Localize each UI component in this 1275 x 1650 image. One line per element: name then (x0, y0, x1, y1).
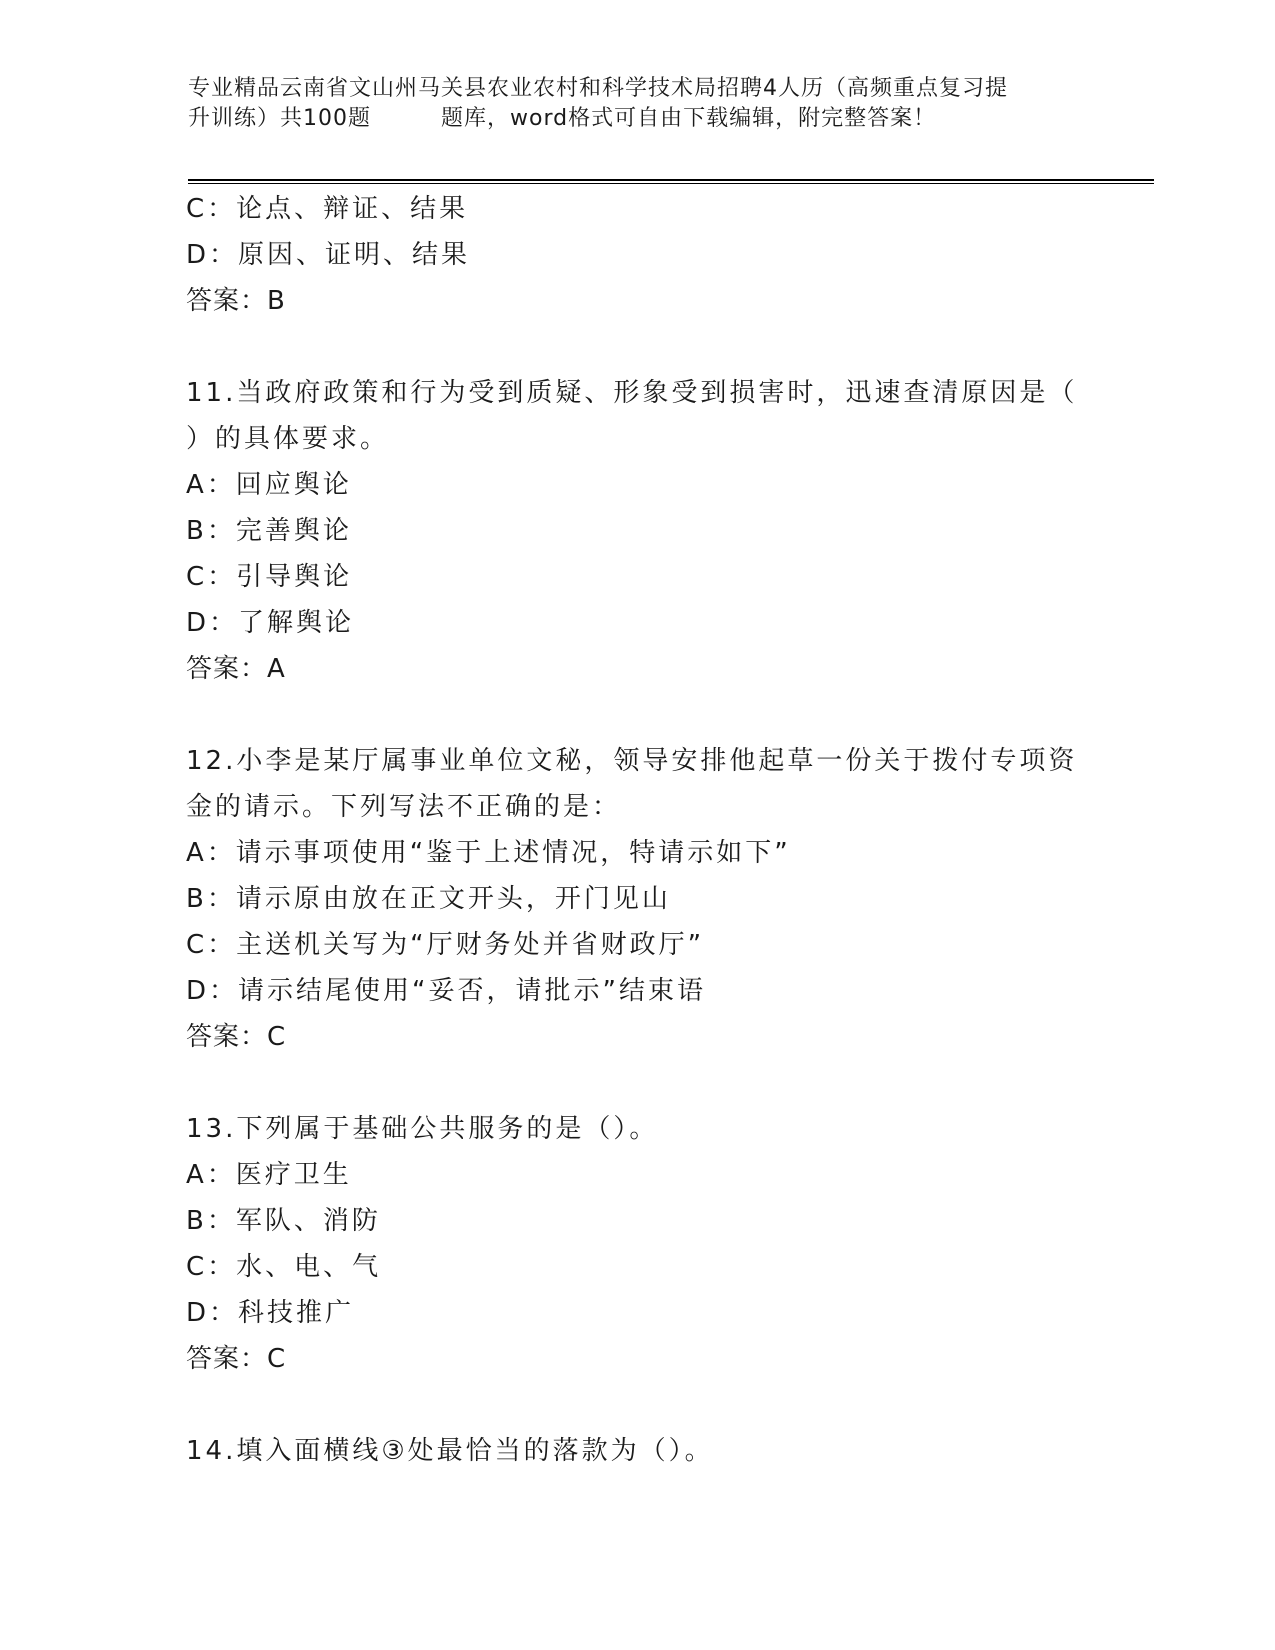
q13-option-c: C：水、电、气 (186, 1252, 382, 1282)
q11-option-a: A：回应舆论 (186, 470, 352, 500)
q12-stem-line-2: 金的请示。下列写法不正确的是： (186, 792, 622, 822)
q13-option-b: B：军队、消防 (186, 1206, 381, 1236)
header-divider-thick (188, 179, 1154, 181)
prev-answer: 答案：B (186, 286, 286, 316)
q12-option-d: D：请示结尾使用“妥否，请批示”结束语 (186, 976, 706, 1006)
prev-option-c: C：论点、辩证、结果 (186, 194, 469, 224)
q11-stem-line-2: ）的具体要求。 (186, 424, 390, 454)
header-line-1: 专业精品云南省文山州马关县农业农村和科学技术局招聘4人历（高频重点复习提 (188, 76, 1008, 101)
q13-option-d: D：科技推广 (186, 1298, 355, 1328)
q12-answer: 答案：C (186, 1022, 287, 1052)
q14-stem-line-1: 14.填入面横线③处最恰当的落款为（）。 (186, 1436, 714, 1466)
document-header (188, 74, 1088, 134)
q11-stem-line-1: 11.当政府政策和行为受到质疑、形象受到损害时，迅速查清原因是（ (186, 378, 1078, 408)
q11-option-d: D：了解舆论 (186, 608, 355, 638)
header-line-2-left: 升训练）共100题 (188, 106, 371, 131)
q13-stem-line-1: 13.下列属于基础公共服务的是（）。 (186, 1114, 659, 1144)
header-line-2 (188, 104, 1088, 134)
question-list (186, 186, 1086, 1474)
q12-option-a: A：请示事项使用“鉴于上述情况，特请示如下” (186, 838, 791, 868)
prev-option-d: D：原因、证明、结果 (186, 240, 471, 270)
q12-option-b: B：请示原由放在正文开头，开门见山 (186, 884, 671, 914)
q13-answer: 答案：C (186, 1344, 287, 1374)
q13-option-a: A：医疗卫生 (186, 1160, 352, 1190)
q11-option-c: C：引导舆论 (186, 562, 353, 592)
header-line-2-right: 题库，word格式可自由下载编辑，附完整答案！ (441, 106, 937, 131)
q11-option-b: B：完善舆论 (186, 516, 352, 546)
q11-answer: 答案：A (186, 654, 286, 684)
q12-option-c: C：主送机关写为“厅财务处并省财政厅” (186, 930, 705, 960)
q12-stem-line-1: 12.小李是某厅属事业单位文秘，领导安排他起草一份关于拨付专项资 (186, 746, 1078, 776)
header-divider-thin (188, 183, 1154, 184)
